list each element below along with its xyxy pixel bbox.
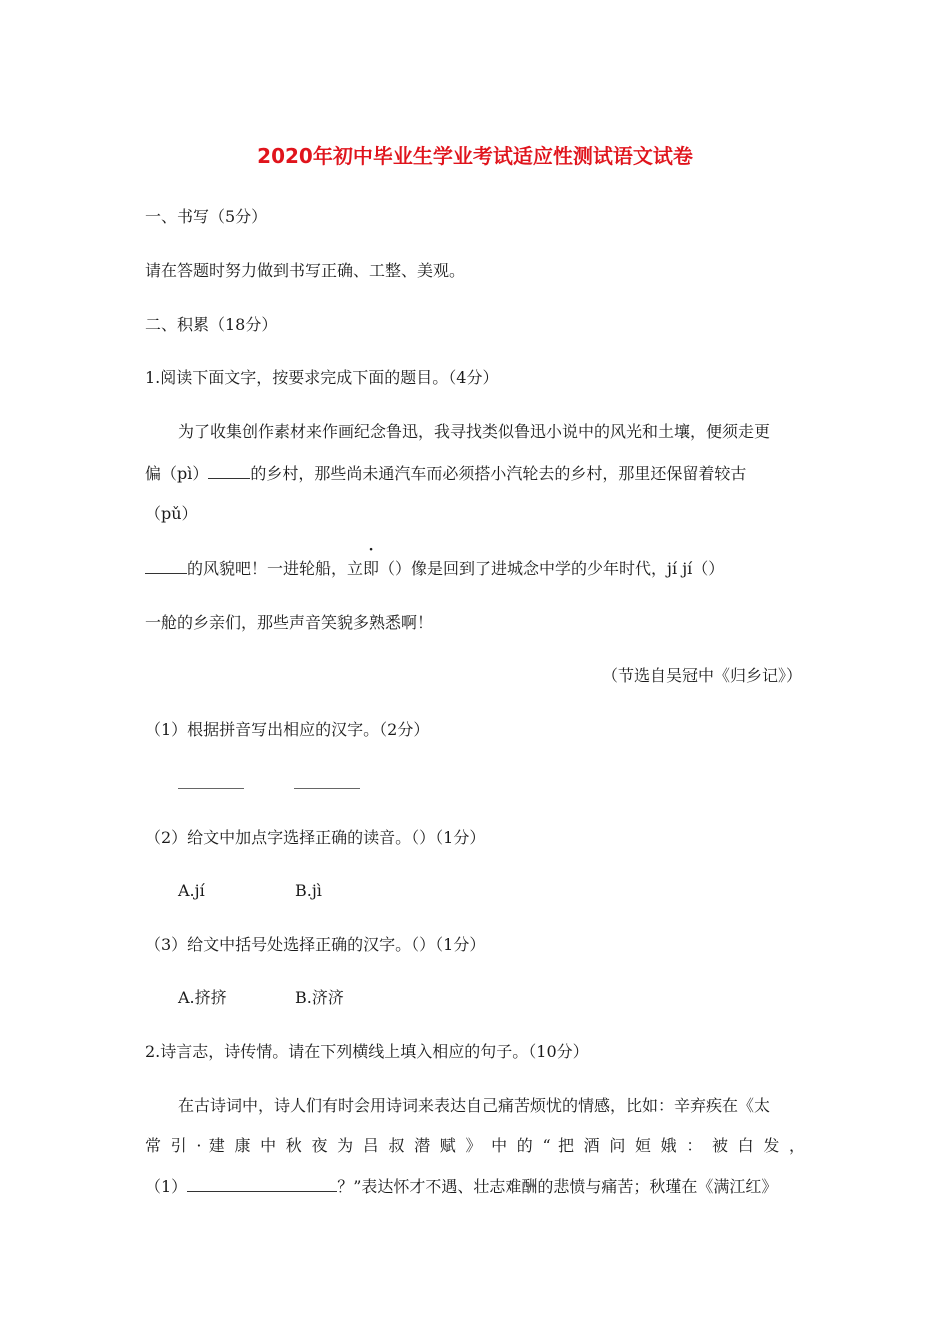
section2-heading: 二、积累（18分） <box>145 315 278 334</box>
answer-blank[interactable] <box>208 464 250 479</box>
q1-sub1: （1）根据拼音写出相应的汉字。（2分） <box>145 720 430 739</box>
q2-line-1: 在古诗词中，诗人们有时会用诗词来表达自己痛苦烦忧的情感，比如：辛弃疾在《太 <box>178 1096 771 1115</box>
answer-blank[interactable] <box>187 1177 337 1192</box>
answer-blank-1[interactable] <box>178 774 244 789</box>
sub2-options <box>178 879 412 903</box>
option-a[interactable]: A.jí <box>178 881 205 900</box>
section1-instruction: 请在答题时努力做到书写正确、工整、美观。 <box>145 261 466 280</box>
passage-line-2-end: 的乡村，那些尚未通汽车而必须搭小汽轮去的乡村，那里还保留着较古 <box>250 464 747 483</box>
passage-line-4-start: 的风貌吧！一进轮船，立 <box>187 559 364 578</box>
dotted-char-text: 即 <box>363 559 380 578</box>
q2-line-3-number: （1） <box>145 1177 188 1196</box>
answer-blank-2[interactable] <box>294 774 360 789</box>
sub1-answer-blanks <box>178 772 360 796</box>
passage-line-4 <box>145 542 725 581</box>
passage-line-3: （pǔ） <box>145 504 198 523</box>
section1-heading: 一、书写（5分） <box>145 207 268 226</box>
passage-line-2 <box>145 462 746 486</box>
option-b[interactable]: B.济济 <box>295 988 344 1007</box>
q2-prompt: 2.诗言志，诗传情。请在下列横线上填入相应的句子。（10分） <box>145 1042 589 1061</box>
emphasis-dotted-char <box>363 542 380 581</box>
q2-line-3 <box>145 1175 777 1199</box>
sub3-options <box>178 986 412 1010</box>
q2-line-2: 常 引 · 建 康 中 秋 夜 为 吕 叔 潜 赋 》 中 的 “ 把 酒 问 姮 娥 ： 被 白 发 ， <box>145 1136 805 1155</box>
passage-line-5: 一舱的乡亲们，那些声音笑貌多熟悉啊！ <box>145 613 434 632</box>
passage-line-1: 为了收集创作素材来作画纪念鲁迅，我寻找类似鲁迅小说中的风光和土壤，便须走更 <box>178 422 771 441</box>
passage-line-2-start: 偏（pì） <box>145 464 209 483</box>
q1-prompt: 1.阅读下面文字，按要求完成下面的题目。（4分） <box>145 368 499 387</box>
q1-sub2: （2）给文中加点字选择正确的读音。（）（1分） <box>145 828 486 847</box>
option-b[interactable]: B.jì <box>295 881 322 900</box>
answer-blank[interactable] <box>145 559 187 574</box>
passage-line-4-end: （）像是回到了进城念中学的少年时代，jí jí（） <box>379 559 725 578</box>
passage-source: （节选自吴冠中《归乡记》） <box>601 666 802 685</box>
option-a[interactable]: A.挤挤 <box>178 988 227 1007</box>
page-title: 2020年初中毕业生学业考试适应性测试语文试卷 <box>257 144 693 168</box>
q1-sub3: （3）给文中括号处选择正确的汉字。（）（1分） <box>145 935 486 954</box>
q2-line-3-end: ？”表达怀才不遇、壮志难酬的悲愤与痛苦；秋瑾在《满江红》 <box>337 1177 778 1196</box>
emphasis-dot-icon: · <box>368 542 374 558</box>
